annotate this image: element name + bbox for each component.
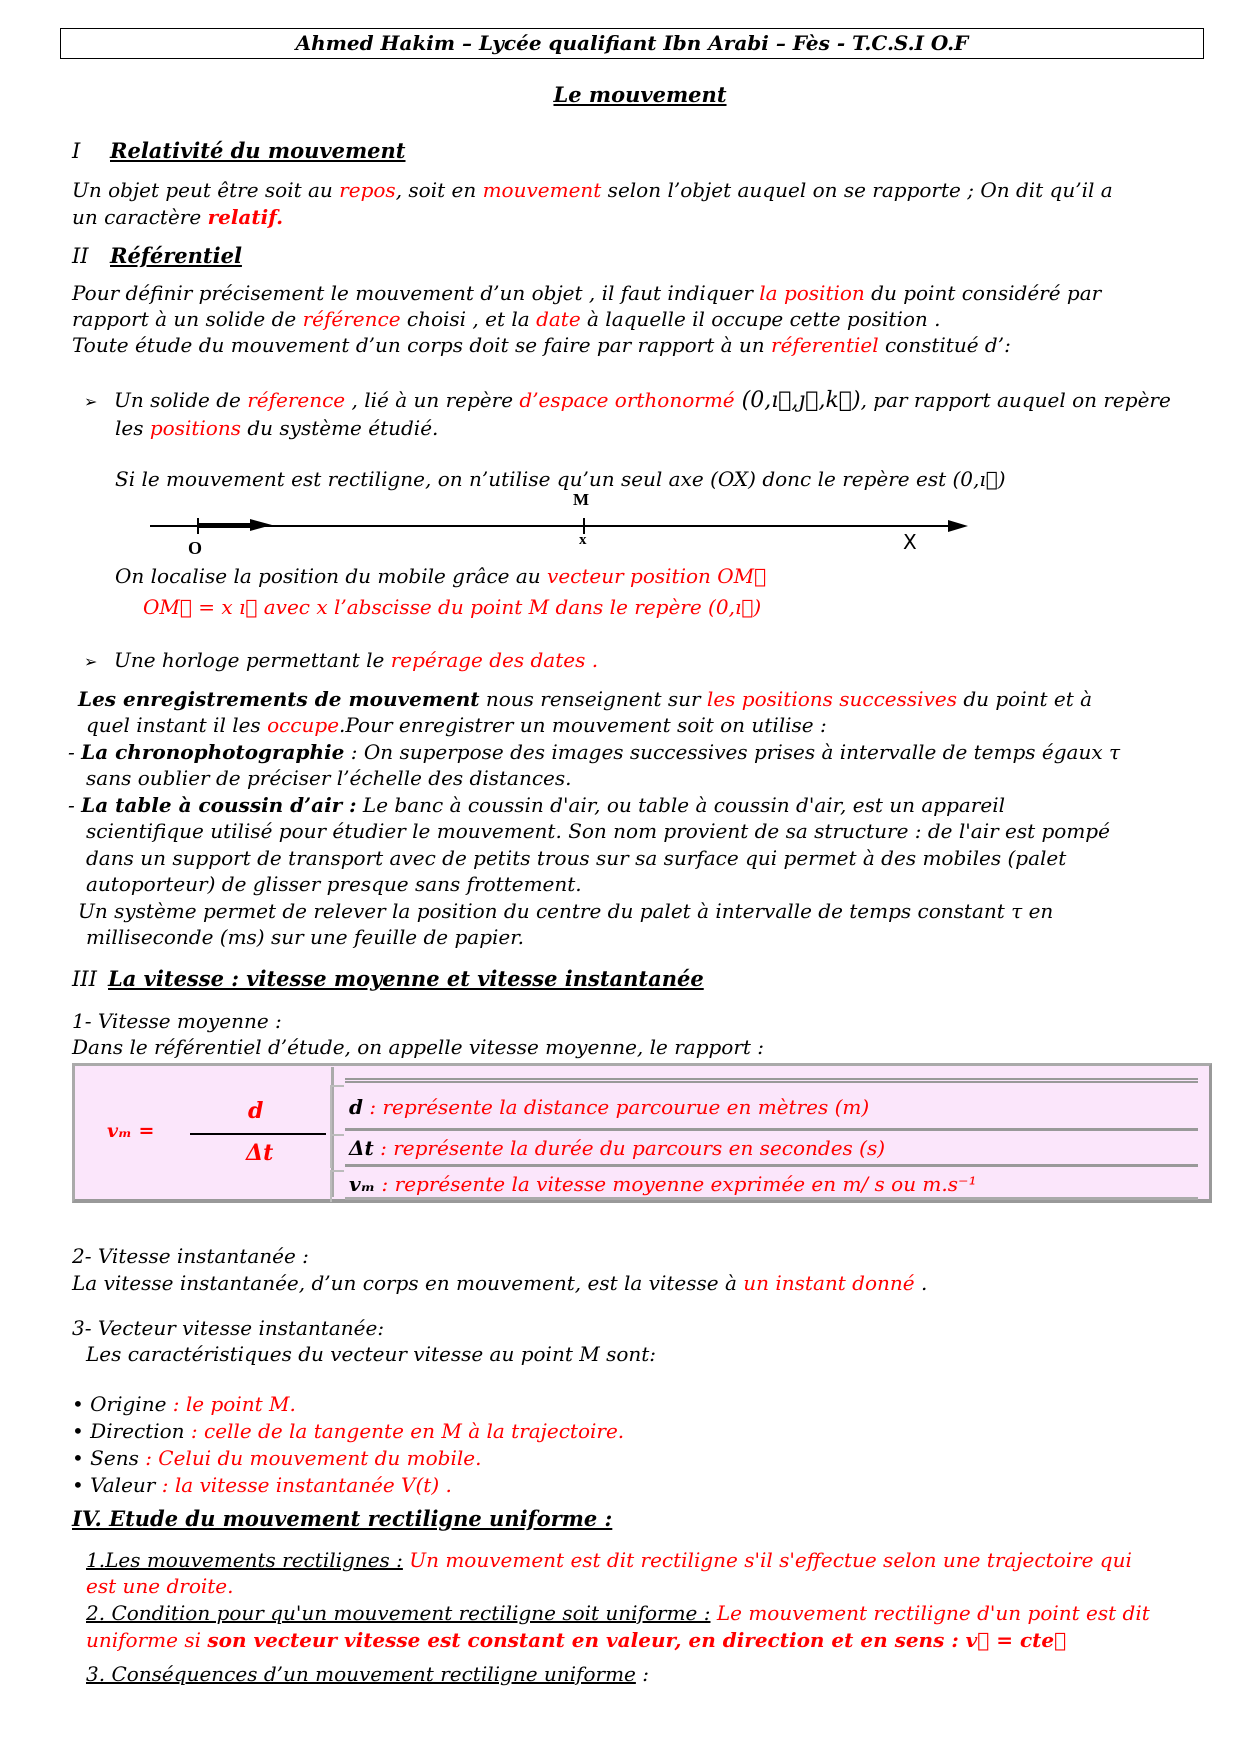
description: : représente la distance parcourue en mètres (m) <box>362 1095 870 1119</box>
highlight: date <box>536 307 581 331</box>
text: à laquelle il occupe cette position . <box>580 307 941 331</box>
paragraph: scientifique utilisé pour étudier le mouvement. Son nom provient de sa structure : de l'air est pompé <box>86 819 1110 843</box>
subsection-label: 2. Condition pour qu'un mouvement rectiligne soit uniforme : <box>86 1601 711 1625</box>
text: Un solide de <box>114 388 248 412</box>
label: • Origine <box>72 1392 167 1416</box>
section-title: Référentiel <box>110 243 242 268</box>
table-stub <box>330 1085 344 1135</box>
label: • Valeur <box>72 1473 156 1497</box>
text: constitué d’: <box>878 333 1011 357</box>
label-x: x <box>579 532 587 548</box>
table-row <box>345 1164 1198 1200</box>
paragraph <box>78 686 1092 713</box>
text: selon l’objet auquel on se rapporte ; On dit qu’il a <box>601 178 1113 202</box>
paragraph: Les caractéristiques du vecteur vitesse au point M sont: <box>86 1342 657 1366</box>
bold-term: La table à coussin d’air : <box>81 793 357 817</box>
text: sans oublier de préciser l’échelle des distances. <box>86 766 572 790</box>
table-row <box>345 1128 1198 1166</box>
paragraph <box>72 177 1113 204</box>
highlight: repos <box>339 178 396 202</box>
text: La vitesse instantanée, d’un corps en mouvement, est la vitesse à <box>72 1271 744 1295</box>
section-number: I <box>72 139 81 163</box>
text: On localise la position du mobile grâce au <box>115 564 548 588</box>
bold-highlight: son vecteur vitesse est constant en valeur, en direction et en sens : <box>207 1628 959 1652</box>
section-3-heading <box>72 966 704 991</box>
formula-denominator: Δt <box>246 1140 274 1166</box>
text: choisi , et la <box>400 307 537 331</box>
arrow-bullet-icon: ➢ <box>84 392 98 411</box>
highlight: d’espace orthonormé <box>519 388 735 412</box>
paragraph <box>86 712 827 739</box>
highlight: relatif. <box>207 205 284 229</box>
highlight: positions <box>149 416 241 440</box>
text: Un objet peut être soit au <box>72 178 340 202</box>
section-number: III <box>72 967 97 991</box>
paragraph <box>72 204 283 231</box>
text: .Pour enregistrer un mouvement soit on utilise : <box>339 713 827 737</box>
label: • Direction <box>72 1419 185 1443</box>
characteristic-item <box>72 1445 481 1472</box>
characteristic-item <box>72 1391 296 1418</box>
section-title: Relativité du mouvement <box>110 138 406 163</box>
paragraph: dans un support de transport avec de petits trous sur sa surface qui permet à des mobiles (palet <box>86 846 1067 870</box>
paragraph: autoporteur) de glisser presque sans frottement. <box>86 872 582 896</box>
text: , par rapport auquel on repère <box>860 388 1171 412</box>
paragraph <box>72 332 1011 359</box>
highlight: Un mouvement est dit rectiligne s'il s'effectue selon une trajectoire qui <box>402 1548 1132 1572</box>
equation <box>143 594 761 621</box>
paragraph <box>86 1627 1066 1654</box>
paragraph <box>72 280 1101 307</box>
text: Le banc à coussin d'air, ou table à coussin d'air, est un appareil <box>356 793 1005 817</box>
highlight: repérage des dates . <box>390 648 599 672</box>
text: du point considéré par <box>864 281 1102 305</box>
math: (0,ı⃗,ȷ⃗,k⃗) <box>734 388 861 413</box>
header-text: Ahmed Hakim – Lycée qualifiant Ibn Arabi – Fès - T.C.S.I O.F <box>295 31 969 55</box>
text: rapport à un solide de <box>72 307 303 331</box>
text: : On superpose des images successives prises à intervalle de temps égaux τ <box>344 740 1121 764</box>
bold-term: La chronophotographie <box>81 740 345 764</box>
text: quel instant il les <box>86 713 268 737</box>
subsection-label: 3. Conséquences d’un mouvement rectiligne uniforme <box>86 1662 636 1686</box>
variable: Δt <box>349 1136 374 1160</box>
subsection-title: 1- Vitesse moyenne : <box>72 1009 282 1033</box>
highlight: occupe <box>267 713 340 737</box>
value: : celle de la tangente en M à la trajectoire. <box>184 1419 625 1443</box>
highlight: un instant donné <box>743 1271 915 1295</box>
section-title: La vitesse : vitesse moyenne et vitesse instantanée <box>108 966 704 991</box>
fraction-bar <box>190 1133 326 1135</box>
formula-lhs: vₘ = <box>107 1120 155 1142</box>
label-X: X <box>903 530 917 554</box>
value: : le point M. <box>166 1392 296 1416</box>
table-row <box>345 1078 1198 1128</box>
text: Toute étude du mouvement d’un corps doit se faire par rapport à un <box>72 333 772 357</box>
highlight: la position <box>759 281 865 305</box>
description: : représente la vitesse moyenne exprimée en m/ s ou m.s⁻¹ <box>375 1172 977 1196</box>
om-equation: OM⃗ = x ı⃗ avec x l’abscisse du point M dans le repère (0,ı⃗) <box>143 595 762 619</box>
text: du point et à <box>956 687 1093 711</box>
bold-term: Les enregistrements de mouvement <box>78 687 480 711</box>
variable: vₘ <box>349 1172 376 1196</box>
variable: d <box>349 1095 363 1119</box>
axis-arrow-icon <box>948 520 968 532</box>
paragraph <box>72 1270 927 1297</box>
subsection-title: 2- Vitesse instantanée : <box>72 1244 309 1268</box>
label-M: M <box>573 490 590 509</box>
value: : Celui du mouvement du mobile. <box>138 1446 482 1470</box>
highlight: réference <box>247 388 346 412</box>
bullet-item <box>84 387 1171 415</box>
list-item <box>68 739 1120 766</box>
subsection-title: 3- Vecteur vitesse instantanée: <box>72 1316 385 1340</box>
section-4-heading: IV. Etude du mouvement rectiligne uniforme : <box>72 1506 613 1531</box>
text: uniforme si <box>86 1628 208 1652</box>
section-1-heading <box>72 138 406 163</box>
unit-vector <box>198 523 253 528</box>
highlight: réferentiel <box>771 333 879 357</box>
highlight: vecteur position OM⃗ <box>547 564 767 588</box>
paragraph <box>115 563 766 590</box>
document-header <box>60 28 1204 59</box>
paragraph <box>86 1600 1150 1627</box>
bullet-continuation <box>115 415 438 442</box>
label: • Sens <box>72 1446 139 1470</box>
highlight: référence <box>302 307 401 331</box>
text: , lié à un repère <box>345 388 520 412</box>
paragraph: est une droite. <box>86 1574 234 1598</box>
text: Pour définir précisement le mouvement d’un objet , il faut indiquer <box>72 281 760 305</box>
formula-numerator: d <box>248 1098 264 1124</box>
dash: - <box>68 793 82 817</box>
paragraph: Dans le référentiel d’étude, on appelle vitesse moyenne, le rapport : <box>72 1035 765 1059</box>
paragraph <box>72 1661 649 1688</box>
highlight: les positions successives <box>706 687 957 711</box>
characteristic-item <box>72 1418 624 1445</box>
paragraph <box>115 466 1006 493</box>
unit-vector-arrow-icon <box>250 519 272 531</box>
arrow-bullet-icon: ➢ <box>84 652 98 671</box>
characteristic-item <box>72 1472 452 1499</box>
equation: v⃗ = cte⃗ <box>958 1628 1067 1652</box>
text: les <box>115 416 150 440</box>
section-number: II <box>72 244 89 268</box>
section-2-heading <box>72 243 242 268</box>
text: du système étudié. <box>240 416 439 440</box>
text: , soit en <box>395 178 483 202</box>
description: : représente la durée du parcours en secondes (s) <box>373 1136 886 1160</box>
bullet-item <box>84 647 598 675</box>
highlight: Le mouvement rectiligne d'un point est dit <box>710 1601 1150 1625</box>
paragraph <box>72 306 941 333</box>
text: nous renseignent sur <box>479 687 707 711</box>
dash: - <box>68 740 82 764</box>
value: : la vitesse instantanée V(t) . <box>155 1473 452 1497</box>
table-stub <box>330 1170 344 1202</box>
page-title: Le mouvement <box>553 82 727 107</box>
paragraph <box>86 765 572 792</box>
text: . <box>914 1271 928 1295</box>
text: : <box>635 1662 649 1686</box>
text: Si le mouvement est rectiligne, on n’utilise qu’un seul axe (OX) donc le repère est (0,ı⃗) <box>115 467 1006 491</box>
paragraph: Un système permet de relever la position du centre du palet à intervalle de temps constant τ en <box>78 899 1054 923</box>
paragraph: milliseconde (ms) sur une feuille de papier. <box>86 925 524 949</box>
text: un caractère <box>72 205 208 229</box>
table-stub <box>330 1134 344 1168</box>
list-item <box>68 792 1005 819</box>
label-O: O <box>188 538 203 558</box>
highlight: mouvement <box>482 178 602 202</box>
text: Une horloge permettant le <box>114 648 391 672</box>
subsection-label: 1.Les mouvements rectilignes : <box>86 1548 403 1572</box>
paragraph <box>86 1547 1132 1574</box>
